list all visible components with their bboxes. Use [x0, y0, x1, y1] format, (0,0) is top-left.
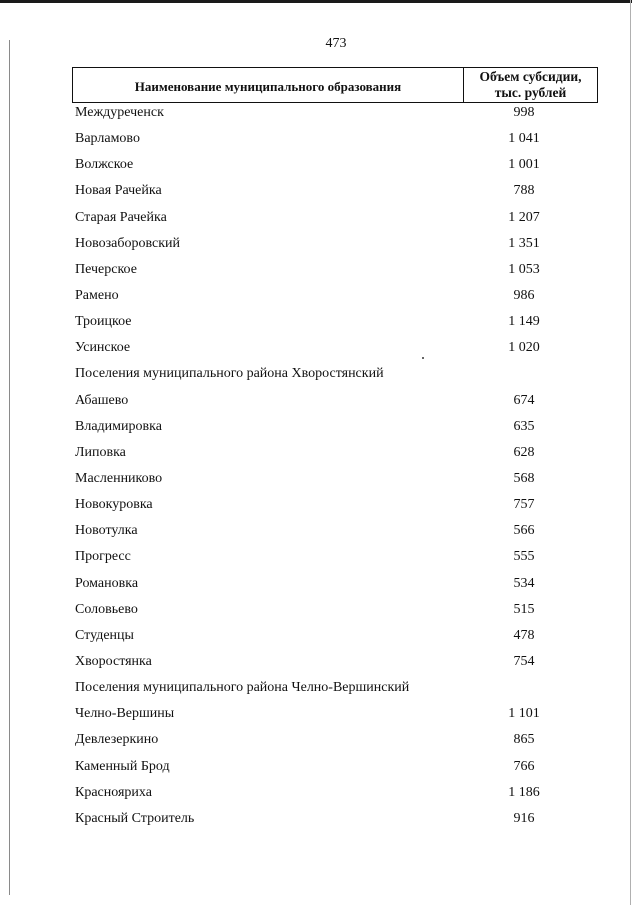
municipality-name: Троицкое — [75, 314, 132, 330]
table-body — [75, 104, 595, 836]
table-row — [75, 627, 595, 653]
header-name-column: Наименование муниципального образования — [73, 68, 464, 102]
subsidy-amount: 1 020 — [508, 340, 540, 356]
table-row — [75, 810, 595, 836]
subsidy-amount: 754 — [513, 653, 535, 669]
table-row — [75, 784, 595, 810]
municipality-name: Владимировка — [75, 418, 162, 434]
table-row — [75, 575, 595, 601]
table-row — [75, 705, 595, 731]
scan-edge-left — [9, 40, 10, 895]
subsidy-amount: 1 149 — [508, 314, 540, 330]
subsidy-amount: 628 — [513, 444, 535, 460]
subsidy-amount: 986 — [513, 287, 535, 303]
municipality-name: Абашево — [75, 392, 129, 408]
table-row — [75, 261, 595, 287]
table-row — [75, 601, 595, 627]
page-number: 473 — [325, 36, 347, 51]
table-row — [75, 235, 595, 261]
subsidy-amount: 788 — [513, 183, 535, 199]
subsidy-amount: 1 207 — [508, 209, 540, 225]
subsidy-amount: 865 — [513, 732, 535, 748]
scan-edge-right — [630, 0, 631, 905]
municipality-name: Романовка — [75, 575, 139, 591]
table-row — [75, 392, 595, 418]
municipality-name: Междуреченск — [75, 105, 164, 120]
subsidy-amount: 515 — [513, 601, 535, 617]
municipality-name: Рамено — [75, 287, 119, 303]
subsidy-amount: 674 — [513, 392, 535, 408]
subsidy-amount: 1 351 — [508, 235, 540, 251]
subsidy-amount: 1 001 — [508, 157, 540, 173]
table-row — [75, 182, 595, 208]
municipality-name: Новокуровка — [75, 497, 153, 513]
header-amount-column — [464, 68, 597, 102]
subsidy-amount: 568 — [513, 470, 535, 486]
table-row — [75, 104, 595, 130]
subsidy-amount: 1 041 — [508, 131, 540, 147]
municipality-name: Студенцы — [75, 627, 134, 643]
table-row — [75, 287, 595, 313]
subsidy-amount: 478 — [513, 627, 535, 643]
section-heading-row — [75, 679, 595, 705]
table-row — [75, 209, 595, 235]
municipality-name: Старая Рачейка — [75, 209, 167, 225]
municipality-name: Масленниково — [75, 470, 163, 486]
municipality-name: Каменный Брод — [75, 758, 170, 774]
municipality-name: Хворостянка — [75, 653, 152, 669]
subsidy-amount: 757 — [513, 497, 535, 513]
municipality-name: Соловьево — [75, 601, 138, 617]
table-row — [75, 758, 595, 784]
municipality-name: Липовка — [75, 444, 126, 460]
table-header — [72, 67, 598, 103]
municipality-name: Поселения муниципального района Челно-Вершинский — [75, 680, 410, 696]
scan-border-top — [0, 0, 632, 3]
table-row — [75, 548, 595, 574]
table-row — [75, 731, 595, 757]
municipality-name: Краснояриха — [75, 784, 152, 800]
municipality-name: Варламово — [75, 131, 140, 147]
table-row — [75, 418, 595, 444]
municipality-name: Поселения муниципального района Хворостянский — [75, 366, 384, 382]
table-row — [75, 522, 595, 548]
municipality-name: Девлезеркино — [75, 732, 159, 748]
table-row — [75, 339, 595, 365]
table-row — [75, 130, 595, 156]
section-heading-row — [75, 365, 595, 391]
subsidy-amount: 566 — [513, 523, 535, 539]
municipality-name: Усинское — [75, 340, 131, 356]
municipality-name: Красный Строитель — [75, 810, 195, 826]
header-amount-line1: Объем субсидии, — [479, 69, 582, 84]
table-row — [75, 496, 595, 522]
subsidy-amount: 1 101 — [508, 706, 540, 722]
subsidy-amount: 766 — [513, 758, 535, 774]
table-row — [75, 156, 595, 182]
subsidy-amount: 998 — [513, 105, 535, 120]
subsidy-amount: 1 186 — [508, 784, 540, 800]
table-row — [75, 470, 595, 496]
header-amount-line2: тыс. рублей — [494, 85, 567, 100]
subsidy-amount: 916 — [513, 810, 535, 826]
subsidy-amount: 1 053 — [508, 261, 540, 277]
subsidy-amount: 555 — [513, 549, 535, 565]
municipality-name: Новотулка — [75, 523, 138, 539]
municipality-name: Прогресс — [75, 549, 131, 565]
municipality-name: Печерское — [75, 261, 137, 277]
municipality-name: Новая Рачейка — [75, 183, 162, 199]
table-row — [75, 653, 595, 679]
municipality-name: Волжское — [75, 157, 134, 173]
subsidy-amount: 635 — [513, 418, 535, 434]
table-row — [75, 313, 595, 339]
municipality-name: Челно-Вершины — [75, 706, 175, 722]
subsidy-amount: 534 — [513, 575, 535, 591]
municipality-name: Новозаборовский — [75, 235, 181, 251]
table-row — [75, 444, 595, 470]
